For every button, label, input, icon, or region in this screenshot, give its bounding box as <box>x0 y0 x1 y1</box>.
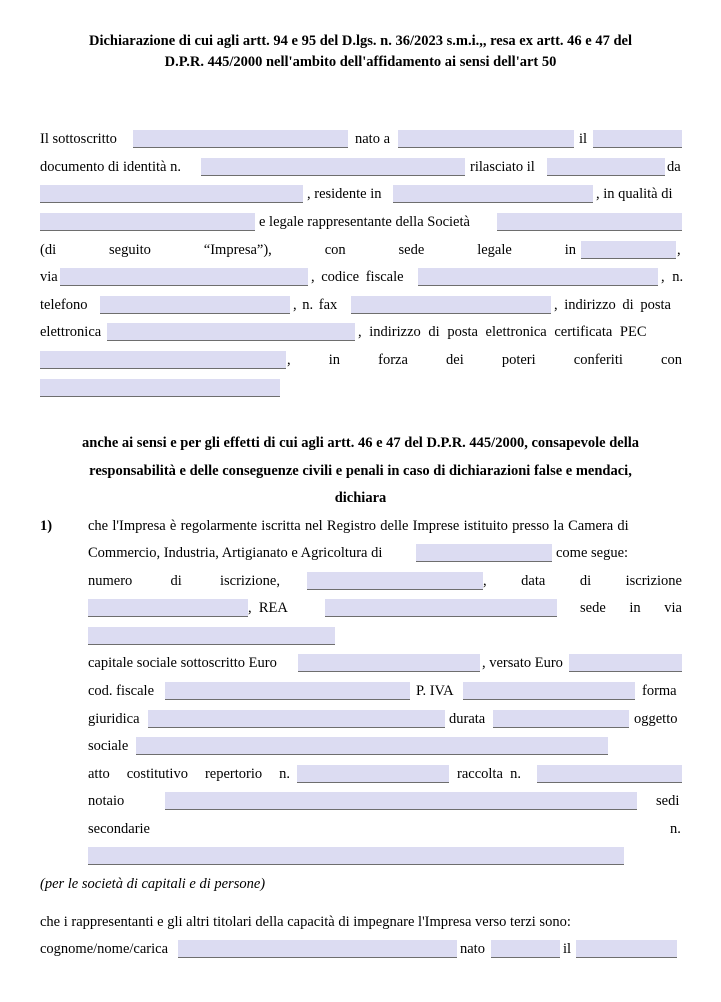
field-societa[interactable] <box>497 213 682 231</box>
word: , <box>287 352 291 368</box>
word: forza <box>378 352 408 368</box>
word: via <box>664 600 682 616</box>
word: dei <box>446 352 464 368</box>
field-durata[interactable] <box>493 710 629 728</box>
word: n. <box>279 766 290 782</box>
label-da: da <box>667 159 681 175</box>
word: repertorio <box>204 766 263 782</box>
label-n: , n. <box>661 269 684 285</box>
representatives-line: che i rappresentanti e gli altri titolari della capacità di impegnare l'Impresa verso terzi sono: <box>40 914 571 930</box>
field-piva[interactable] <box>463 682 635 700</box>
label-sociale: sociale <box>88 738 129 754</box>
label-telefono: telefono <box>40 297 88 313</box>
field-data-nascita[interactable] <box>593 130 682 148</box>
note-societa: (per le società di capitali e di persone) <box>40 876 266 892</box>
word: sede <box>580 600 606 616</box>
field-telefono[interactable] <box>100 296 290 314</box>
label-piva: P. IVA <box>416 683 454 699</box>
word: con <box>324 242 346 258</box>
document-title-line-2: D.P.R. 445/2000 nell'ambito dell'affidamento ai sensi dell'art 50 <box>164 54 557 70</box>
label-commercio: Commercio, Industria, Artigianato e Agricoltura di <box>88 545 383 561</box>
field-via[interactable] <box>60 268 308 286</box>
word: (di <box>40 242 57 258</box>
field-ente-rilascio[interactable] <box>40 185 303 203</box>
label-giuridica: giuridica <box>88 711 140 727</box>
field-repertorio[interactable] <box>297 765 449 783</box>
document-title-line-1: Dichiarazione di cui agli artt. 94 e 95 del D.lgs. n. 36/2023 s.m.i.,, resa ex artt. 46 e 47 del <box>88 33 633 49</box>
text-data-iscrizione <box>483 572 682 590</box>
word: legale <box>477 242 512 258</box>
word: conferiti <box>573 352 623 368</box>
word: di <box>579 573 592 589</box>
label-rappresentante-il: il <box>563 941 572 957</box>
label-cod-fiscale: cod. fiscale <box>88 683 155 699</box>
field-cod-fiscale[interactable] <box>165 682 410 700</box>
field-email[interactable] <box>107 323 355 341</box>
field-residenza[interactable] <box>393 185 593 203</box>
label-secondarie: secondarie <box>88 821 150 837</box>
word: poteri <box>501 352 536 368</box>
label-n-secondarie: n. <box>670 821 681 837</box>
label-oggetto: oggetto <box>634 711 678 727</box>
field-qualita[interactable] <box>40 213 255 231</box>
label-rea: , REA <box>248 600 288 616</box>
dichiara-heading: dichiara <box>334 490 387 506</box>
field-sottoscritto-name[interactable] <box>133 130 348 148</box>
field-fax[interactable] <box>351 296 551 314</box>
field-data-rilascio[interactable] <box>547 158 665 176</box>
label-via: via <box>40 269 58 285</box>
word: iscrizione, <box>219 573 280 589</box>
declaration-line-2: responsabilità e delle conseguenze civili e penali in caso di dichiarazioni false e mendaci, <box>89 463 632 479</box>
label-rilasciato-il: rilasciato il <box>470 159 535 175</box>
label-raccolta: raccolta n. <box>457 766 522 782</box>
word: atto <box>88 766 110 782</box>
word: sede <box>398 242 425 258</box>
field-data-iscrizione[interactable] <box>88 599 248 617</box>
text-atto-costitutivo <box>88 765 290 783</box>
word: “Impresa”), <box>203 242 272 258</box>
label-forma: forma <box>642 683 677 699</box>
label-sedi: sedi <box>656 793 680 809</box>
field-luogo-nascita[interactable] <box>398 130 574 148</box>
field-forma-giuridica[interactable] <box>148 710 445 728</box>
word: data <box>521 573 546 589</box>
label-durata: durata <box>449 711 486 727</box>
label-rappresentante-nato: nato <box>460 941 485 957</box>
text-in-forza-poteri <box>287 351 682 369</box>
field-documento-numero[interactable] <box>201 158 465 176</box>
label-pec: , indirizzo di posta elettronica certificata PEC <box>358 324 647 340</box>
field-poteri-atto[interactable] <box>40 379 280 397</box>
label-legale-rappresentante: e legale rappresentante della Società <box>259 214 470 230</box>
label-residente-in: , residente in <box>307 186 382 202</box>
text-sede-in-via <box>580 599 682 617</box>
item-number-1: 1) <box>40 518 53 534</box>
label-versato: , versato Euro <box>482 655 563 671</box>
word: in <box>328 352 341 368</box>
word: seguito <box>109 242 151 258</box>
word: numero <box>88 573 133 589</box>
field-raccolta[interactable] <box>537 765 682 783</box>
text-numero-iscrizione <box>88 572 280 590</box>
field-capitale-sociale[interactable] <box>298 654 480 672</box>
field-capitale-versato[interactable] <box>569 654 682 672</box>
label-capitale-sociale: capitale sociale sottoscritto Euro <box>88 655 277 671</box>
word: in <box>564 242 576 258</box>
label-n-fax: , n. fax <box>293 297 338 313</box>
field-rappresentante-nome[interactable] <box>178 940 457 958</box>
text-di-seguito-impresa <box>40 241 576 259</box>
label-indirizzo-posta: , indirizzo di posta <box>554 297 671 313</box>
label-notaio: notaio <box>88 793 125 809</box>
field-notaio[interactable] <box>165 792 637 810</box>
label-come-segue: come segue: <box>556 545 629 561</box>
field-rappresentante-nato[interactable] <box>491 940 560 958</box>
item1-line-1: che l'Impresa è regolarmente iscritta nel Registro delle Imprese istituito presso la Camera di <box>88 518 629 534</box>
field-sedi-secondarie[interactable] <box>88 847 624 865</box>
field-camera-commercio[interactable] <box>416 544 552 562</box>
label-nato-a: nato a <box>355 131 391 147</box>
word: di <box>170 573 182 589</box>
field-oggetto-sociale[interactable] <box>136 737 608 755</box>
field-codice-fiscale[interactable] <box>418 268 658 286</box>
word: con <box>661 352 682 368</box>
field-numero-iscrizione[interactable] <box>307 572 483 590</box>
label-il: il <box>579 131 588 147</box>
label-in-qualita-di: , in qualità di <box>596 186 673 202</box>
label-documento: documento di identità n. <box>40 159 181 175</box>
field-rea[interactable] <box>325 599 557 617</box>
field-pec[interactable] <box>40 351 286 369</box>
word: costitutivo <box>126 766 188 782</box>
field-rappresentante-data[interactable] <box>576 940 677 958</box>
word: in <box>629 600 641 616</box>
field-sede-legale-comune[interactable] <box>581 241 676 259</box>
word: , <box>483 573 487 589</box>
word: iscrizione <box>625 573 682 589</box>
label-cognome-nome-carica: cognome/nome/carica <box>40 941 169 957</box>
comma: , <box>677 242 681 258</box>
label-sottoscritto: Il sottoscritto <box>40 131 117 147</box>
label-codice-fiscale: , codice fiscale <box>311 269 404 285</box>
label-elettronica: elettronica <box>40 324 102 340</box>
field-sede-via[interactable] <box>88 627 335 645</box>
declaration-line-1: anche ai sensi e per gli effetti di cui agli artt. 46 e 47 del D.P.R. 445/2000, consapevole della <box>82 435 639 451</box>
